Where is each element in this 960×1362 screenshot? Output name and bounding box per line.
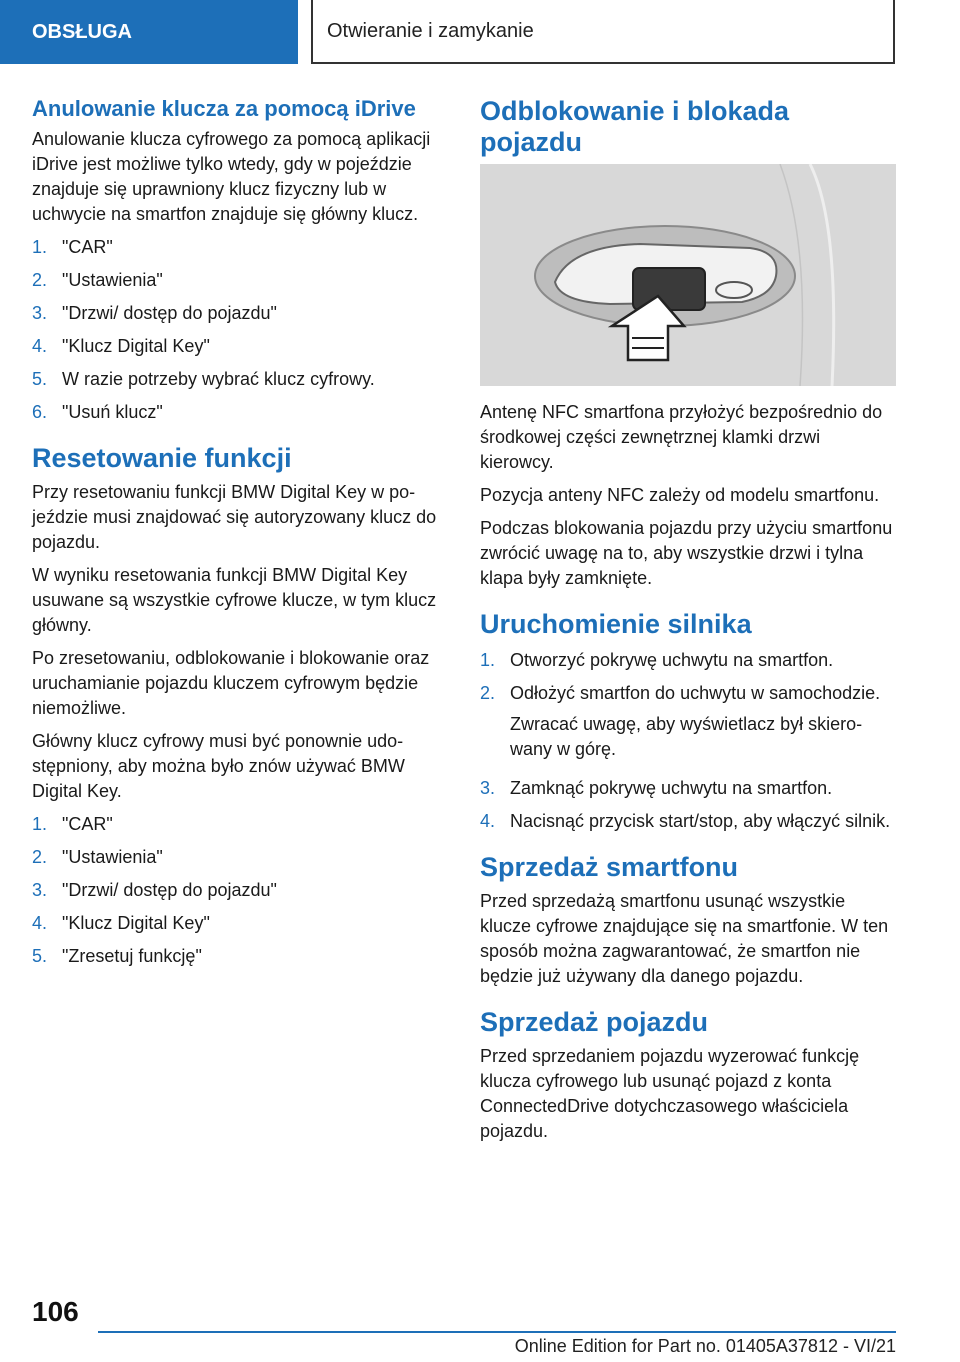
step-number: 1.	[32, 237, 48, 258]
steps-cancel-key	[32, 235, 442, 425]
step-number: 3.	[32, 303, 48, 324]
step-note: Zwracać uwagę, aby wyświetlacz był skierowany w górę.	[510, 714, 863, 760]
door-handle-nfc-icon	[480, 164, 896, 386]
section-tab	[0, 0, 298, 64]
list-item	[32, 812, 442, 837]
step-number: 2.	[32, 270, 48, 291]
paragraph-nfc-3: Podczas blokowania pojazdu przy użyciu smartfonu zwrócić uwagę na to, aby wszystkie drzwi i tylna klapa były zamknięte.	[480, 518, 893, 589]
step-text: "Usuń klucz"	[62, 402, 163, 423]
list-item	[32, 845, 442, 870]
steps-reset	[32, 812, 442, 969]
paragraph-reset-2: W wyniku resetowania funkcji BMW Digital Key usuwane są wszystkie cyfrowe klucze, w tym klucz główny.	[32, 565, 437, 636]
step-number: 4.	[32, 913, 48, 934]
heading-sell-vehicle: Sprzedaż pojazdu	[480, 1007, 709, 1038]
heading-engine-start: Uruchomienie silnika	[480, 609, 752, 640]
page-number: 106	[32, 1296, 79, 1327]
list-item	[480, 681, 896, 768]
step-text: "Klucz Digital Key"	[62, 336, 210, 357]
list-item	[32, 268, 442, 293]
step-number: 3.	[480, 778, 496, 799]
chapter-title: Otwieranie i zamykanie	[327, 19, 534, 42]
paragraph-nfc-1: Antenę NFC smartfona przyłożyć bezpośrednio do środkowej części zewnętrznej klamki drzwi kierowcy.	[480, 402, 883, 473]
footer-edition-text: Online Edition for Part no. 01405A37812 - VI/21	[514, 1336, 896, 1356]
heading-reset-function: Resetowanie funkcji	[32, 443, 292, 474]
paragraph-sell-smartphone: Przed sprzedażą smartfonu usunąć wszystkie klucze cyfrowe znajdujące się na smartfonie. W ten sposób można zagwarantować, że smartfon nie będzie już używany dla danego pojazdu.	[480, 891, 889, 987]
heading-unlock-lock: Odblokowanie i blokada pojazdu	[480, 96, 790, 158]
step-text: Nacisnąć przycisk start/stop, aby włączyć silnik.	[510, 811, 891, 832]
right-column	[480, 96, 896, 1152]
list-item	[32, 944, 442, 969]
step-number: 6.	[32, 402, 48, 423]
paragraph-reset-4: Główny klucz cyfrowy musi być ponownie udostępniony, aby można było znów używać BMW Digital Key.	[32, 731, 405, 802]
step-number: 5.	[32, 369, 48, 390]
step-number: 1.	[480, 650, 496, 671]
step-body	[510, 681, 896, 768]
step-text: "Klucz Digital Key"	[62, 913, 210, 934]
list-item	[32, 301, 442, 326]
heading-sell-smartphone: Sprzedaż smartfonu	[480, 852, 739, 883]
step-text: "Drzwi/ dostęp do pojazdu"	[62, 880, 277, 901]
step-number: 2.	[480, 683, 496, 704]
list-item	[480, 809, 896, 834]
list-item	[32, 878, 442, 903]
step-number: 2.	[32, 847, 48, 868]
step-number: 5.	[32, 946, 48, 967]
step-text: Otworzyć pokrywę uchwytu na smartfon.	[510, 650, 834, 671]
step-text: W razie potrzeby wybrać klucz cyfrowy.	[62, 369, 375, 390]
list-item	[32, 235, 442, 260]
footer-divider	[98, 1331, 896, 1333]
step-number: 4.	[480, 811, 496, 832]
list-item	[32, 911, 442, 936]
section-tab-label: OBSŁUGA	[32, 20, 132, 43]
step-text: "CAR"	[62, 814, 113, 835]
step-text: Odłożyć smartfon do uchwytu w samochodzie.	[510, 683, 881, 704]
step-number: 1.	[32, 814, 48, 835]
step-text: "Ustawienia"	[62, 847, 163, 868]
left-column	[32, 96, 442, 983]
step-number: 3.	[32, 880, 48, 901]
step-text: "CAR"	[62, 237, 113, 258]
step-text: Zamknąć pokrywę uchwytu na smartfon.	[510, 778, 833, 799]
steps-engine-start	[480, 648, 896, 834]
heading-cancel-key-idrive: Anulowanie klucza za pomocą iDrive	[32, 96, 416, 121]
paragraph-reset-3: Po zresetowaniu, odblokowanie i blokowanie oraz uruchamianie pojazdu kluczem cyfrowym będzie niemożliwe.	[32, 648, 430, 719]
chapter-header	[311, 0, 895, 64]
step-number: 4.	[32, 336, 48, 357]
list-item	[32, 400, 442, 425]
paragraph-reset-1: Przy resetowaniu funkcji BMW Digital Key w pojeździe musi znajdować się autoryzowany klucz do pojazdu.	[32, 482, 437, 553]
list-item	[32, 334, 442, 359]
list-item	[480, 648, 896, 673]
paragraph-nfc-2: Pozycja anteny NFC zależy od modelu smartfonu.	[480, 485, 880, 506]
step-text: "Ustawienia"	[62, 270, 163, 291]
list-item	[32, 367, 442, 392]
paragraph-cancel-key: Anulowanie klucza cyfrowego za pomocą aplikacji iDrive jest możliwe tylko wtedy, gdy w pojeździe znajduje się uprawniony klucz fizyczny lub w uchwycie na smartfon znajduje się główny klucz.	[32, 129, 431, 225]
door-handle-illustration	[480, 164, 896, 386]
step-text: "Drzwi/ dostęp do pojazdu"	[62, 303, 277, 324]
paragraph-sell-vehicle: Przed sprzedaniem pojazdu wyzerować funkcję klucza cyfrowego lub usunąć pojazd z konta ConnectedDrive dotychczasowego właściciela pojazdu.	[480, 1046, 860, 1142]
step-text: "Zresetuj funkcję"	[62, 946, 202, 967]
list-item	[480, 776, 896, 801]
